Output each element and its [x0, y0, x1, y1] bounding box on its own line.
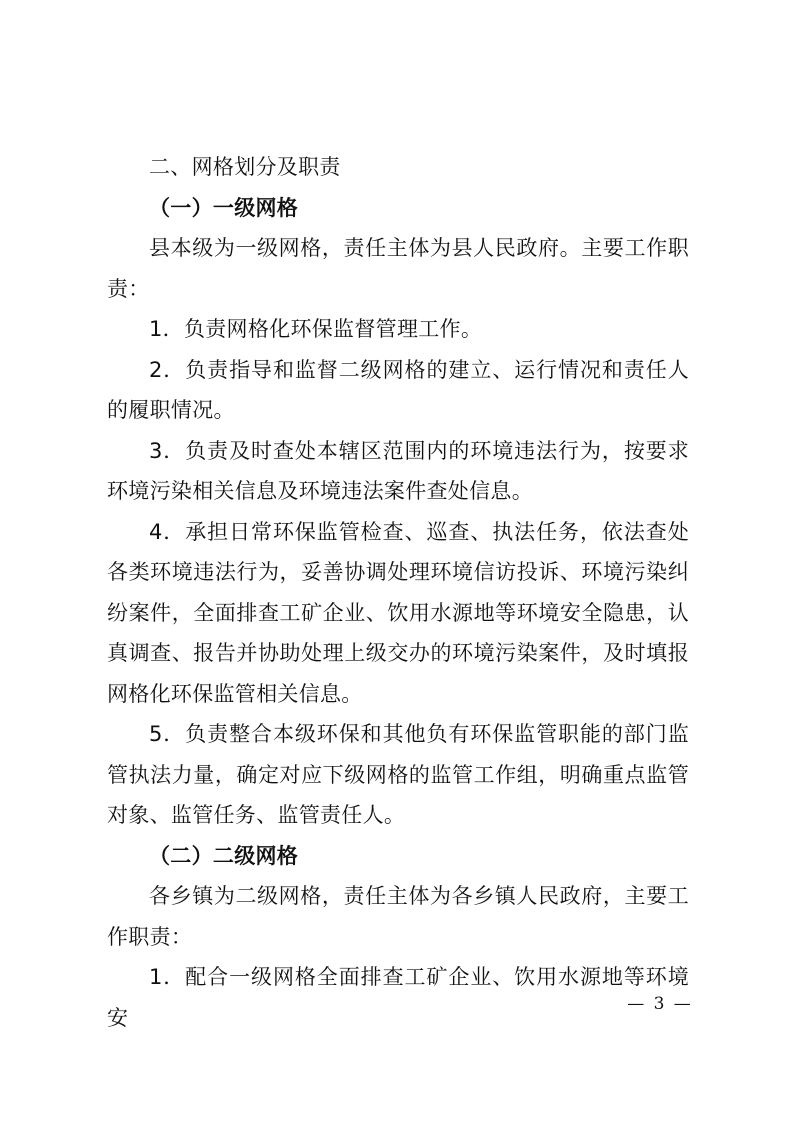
list-item-paragraph: 1．负责网格化环保监督管理工作。 [149, 317, 483, 341]
list-item-paragraph: 1．配合一级网格全面排查工矿企业、饮用水源地等环境安 [107, 965, 689, 1030]
subsection-heading-first-level-grid: （一）一级网格 [149, 195, 299, 220]
page-number: — 3 — [627, 994, 693, 1014]
list-item-paragraph: 5．负责整合本级环保和其他负有环保监管职能的部门监管执法力量，确定对应下级网格的监管工作组，明确重点监管对象、监管任务、监管责任人。 [107, 722, 689, 827]
body-paragraph: 各乡镇为二级网格，责任主体为各乡镇人民政府，主要工作职责： [107, 884, 689, 949]
list-item-paragraph: 4．承担日常环保监管检查、巡查、执法任务，依法查处各类环境违法行为，妥善协调处理环境信访投诉、环境污染纠纷案件，全面排查工矿企业、饮用水源地等环境安全隐患，认真调查、报告并协助处理上级交办的环境污染案件，及时填报网格化环保监管相关信息。 [107, 519, 689, 706]
subsection-heading-second-level-grid: （二）二级网格 [149, 843, 299, 868]
list-item-paragraph: 3．负责及时查处本辖区范围内的环境违法行为，按要求环境污染相关信息及环境违法案件查处信息。 [107, 438, 689, 503]
document-body [107, 147, 689, 1038]
list-item-paragraph: 2．负责指导和监督二级网格的建立、运行情况和责任人的履职情况。 [107, 357, 689, 422]
body-paragraph: 县本级为一级网格，责任主体为县人民政府。主要工作职责： [107, 236, 689, 301]
section-heading: 二、网格划分及职责 [149, 155, 341, 179]
